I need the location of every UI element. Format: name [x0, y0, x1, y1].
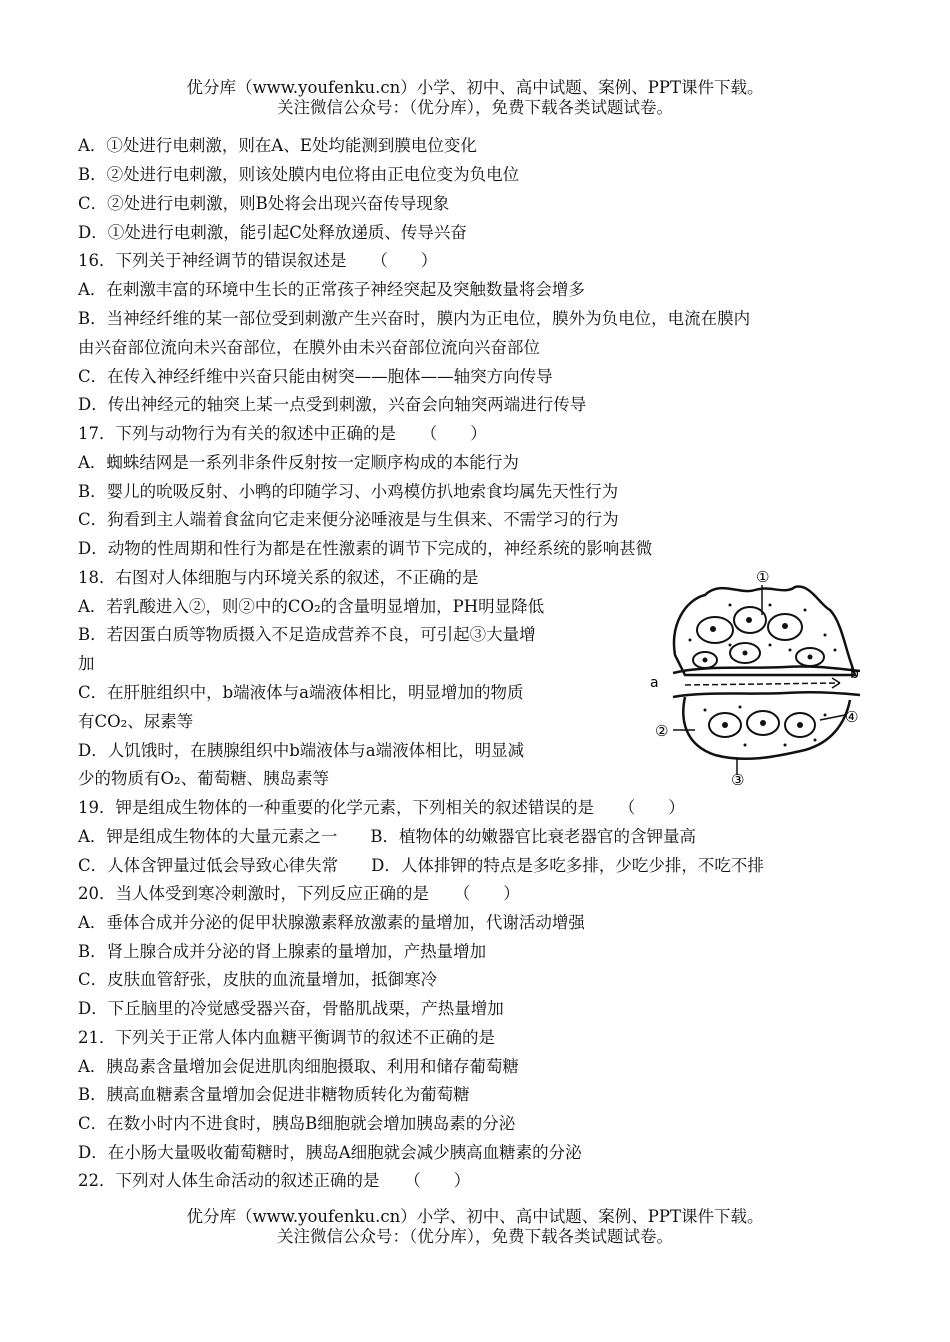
diagram-label-4: ④: [845, 708, 859, 726]
q19-options-ab: A．钾是组成生物体的大量元素之一 B．植物体的幼嫩器官比衰老器官的含钾量高: [78, 827, 697, 846]
q20-stem: 20．当人体受到寒冷刺激时，下列反应正确的是 （ ）: [78, 884, 520, 903]
q21-option-c: C．在数小时内不进食时，胰岛B细胞就会增加胰岛素的分泌: [78, 1114, 516, 1133]
q21-option-a: A．胰岛素含量增加会促进肌肉细胞摄取、利用和储存葡萄糖: [78, 1057, 519, 1076]
q18-option-c-line1: C．在肝脏组织中，b端液体与a端液体相比，明显增加的物质: [78, 683, 524, 702]
q20-option-b: B．肾上腺合成并分泌的肾上腺素的量增加，产热量增加: [78, 942, 487, 961]
q18-option-b-line2: 加: [78, 654, 95, 673]
q20-option-c: C．皮肤血管舒张，皮肤的血流量增加，抵御寒冷: [78, 970, 438, 989]
diagram-label-a: a: [650, 675, 659, 691]
q18-option-d-line2: 少的物质有O₂、葡萄糖、胰岛素等: [78, 769, 330, 788]
q20-option-a: A．垂体合成并分泌的促甲状腺激素释放激素的量增加，代谢活动增强: [78, 913, 585, 932]
header-line-1: 优分库（www.youfenku.cn）小学、初中、高中试题、案例、PPT课件下载。: [186, 78, 764, 97]
q15-option-d: D．①处进行电刺激，能引起C处释放递质、传导兴奋: [78, 223, 467, 242]
q15-option-a: A．①处进行电刺激，则在A、E处均能测到膜电位变化: [78, 136, 477, 155]
q17-stem: 17．下列与动物行为有关的叙述中正确的是 （ ）: [78, 424, 487, 443]
q19-stem: 19．钾是组成生物体的一种重要的化学元素，下列相关的叙述错误的是 （ ）: [78, 798, 685, 817]
q17-option-d: D．动物的性周期和性行为都是在性激素的调节下完成的，神经系统的影响甚微: [78, 539, 653, 558]
header-line-2: 关注微信公众号：（优分库），免费下载各类试题试卷。: [277, 98, 673, 117]
capillary-wall-bottom: [673, 692, 860, 697]
diagram-label-1: ①: [756, 568, 770, 586]
page-footer: [0, 1207, 950, 1247]
tissue-fluid-diagram: [645, 565, 865, 785]
q21-option-d: D．在小肠大量吸收葡萄糖时，胰岛A细胞就会减少胰高血糖素的分泌: [78, 1143, 582, 1162]
q20-option-d: D．下丘脑里的冷觉感受器兴奋，骨骼肌战栗，产热量增加: [78, 999, 504, 1018]
q21-option-b: B．胰高血糖素含量增加会促进非糖物质转化为葡萄糖: [78, 1085, 470, 1104]
footer-line-1: 优分库（www.youfenku.cn）小学、初中、高中试题、案例、PPT课件下载。: [186, 1207, 764, 1226]
diagram-label-b: b: [850, 666, 859, 682]
q18-option-a: A．若乳酸进入②，则②中的CO₂的含量明显增加，PH明显降低: [78, 597, 545, 616]
q18-option-c-line2: 有CO₂、尿素等: [78, 712, 194, 731]
q16-option-b-line1: B．当神经纤维的某一部位受到刺激产生兴奋时，膜内为正电位，膜外为负电位，电流在膜内: [78, 309, 751, 328]
diagram-label-3: ③: [731, 771, 745, 785]
q18-option-b-line1: B．若因蛋白质等物质摄入不足造成营养不良，可引起③大量增: [78, 625, 536, 644]
footer-line-2: 关注微信公众号：（优分库），免费下载各类试题试卷。: [277, 1227, 673, 1246]
q16-option-d: D．传出神经元的轴突上某一点受到刺激，兴奋会向轴突两端进行传导: [78, 395, 587, 414]
q22-stem: 22．下列对人体生命活动的叙述正确的是 （ ）: [78, 1171, 471, 1190]
tissue-upper-outline: [674, 587, 855, 675]
q15-option-c: C．②处进行电刺激，则B处将会出现兴奋传导现象: [78, 194, 450, 213]
q16-option-b-line2: 由兴奋部位流向未兴奋部位，在膜外由未兴奋部位流向兴奋部位: [78, 338, 540, 357]
q17-option-a: A．蜘蛛结网是一系列非条件反射按一定顺序构成的本能行为: [78, 453, 519, 472]
q16-option-a: A．在刺激丰富的环境中生长的正常孩子神经突起及突触数量将会增多: [78, 280, 585, 299]
page-header: [0, 78, 950, 118]
diagram-label-2: ②: [655, 722, 669, 740]
q16-stem: 16．下列关于神经调节的错误叙述是 （ ）: [78, 251, 438, 270]
q17-option-c: C．狗看到主人端着食盆向它走来便分泌唾液是与生俱来、不需学习的行为: [78, 510, 619, 529]
q18-option-d-line1: D．人饥饿时，在胰腺组织中b端液体与a端液体相比，明显减: [78, 741, 525, 760]
q16-option-c: C．在传入神经纤维中兴奋只能由树突——胞体——轴突方向传导: [78, 367, 553, 386]
q21-stem: 21．下列关于正常人体内血糖平衡调节的叙述不正确的是: [78, 1028, 495, 1047]
q19-options-cd: C．人体含钾量过低会导致心律失常 D．人体排钾的特点是多吃多排，少吃少排，不吃不排: [78, 856, 764, 875]
flow-arrow: [685, 683, 840, 685]
q17-option-b: B．婴儿的吮吸反射、小鸭的印随学习、小鸡模仿扒地索食均属先天性行为: [78, 482, 619, 501]
q15-option-b: B．②处进行电刺激，则该处膜内电位将由正电位变为负电位: [78, 165, 520, 184]
tissue-lower-outline: [683, 697, 850, 759]
q18-stem: 18．右图对人体细胞与内环境关系的叙述，不正确的是: [78, 568, 479, 587]
